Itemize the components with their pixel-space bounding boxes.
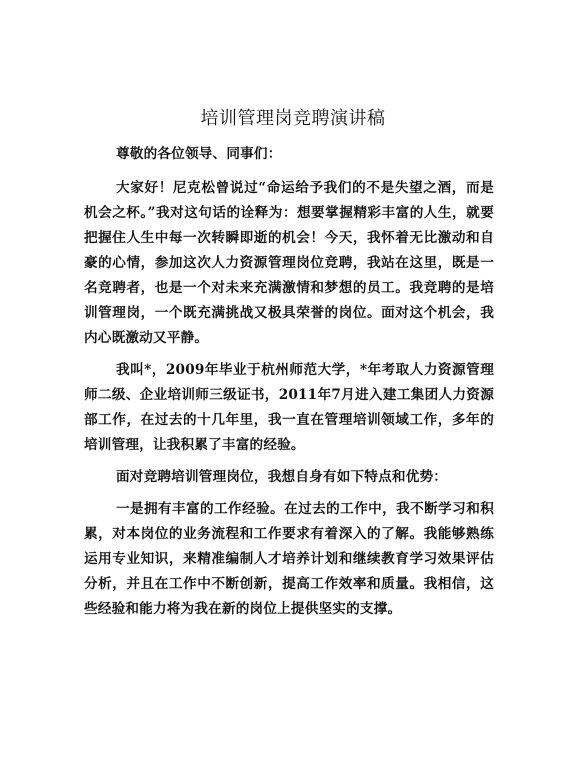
body-paragraph-advantage-one: 一是拥有丰富的工作经验。在过去的工作中，我不断学习和积累，对本岗位的业务流程和工作要求有着深入的了解。我能够熟练运用专业知识，来精准编制人才培养计划和继续教育学习效果评估分析，并且在工作中不断创新，提高工作效率和质量。我相信，这些经验和能力将为我在新的岗位上提供坚实的支撑。	[84, 501, 494, 617]
document-title: 培训管理岗竞聘演讲稿	[200, 108, 386, 129]
document-body	[84, 142, 494, 629]
body-paragraph-intro: 大家好！尼克松曾说过“命运给予我们的不是失望之酒，而是机会之杯。”我对这句话的诠释为：想要掌握精彩丰富的人生，就要把握住人生中每一次转瞬即逝的机会！今天，我怀着无比激动和自豪的心情，参加这次人力资源管理岗位竞聘，我站在这里，既是一名竞聘者，也是一个对未来充满激情和梦想的员工。我竞聘的是培训管理岗，一个既充满挑战又极具荣誉的岗位。面对这个机会，我内心既激动又平静。	[84, 180, 494, 346]
body-paragraph-advantages-lead: 面对竞聘培训管理岗位，我想自身有如下特点和优势：	[116, 469, 448, 485]
body-paragraph-background: 我叫*，2009年毕业于杭州师范大学，*年考取人力资源管理师二级、企业培训师三级证书，2011年7月进入建工集团人力资源部工作，在过去的十几年里，我一直在管理培训领域工作，多年的培训管理，让我积累了丰富的经验。	[84, 362, 494, 453]
salutation-paragraph: 尊敬的各位领导、同事们：	[116, 146, 282, 162]
